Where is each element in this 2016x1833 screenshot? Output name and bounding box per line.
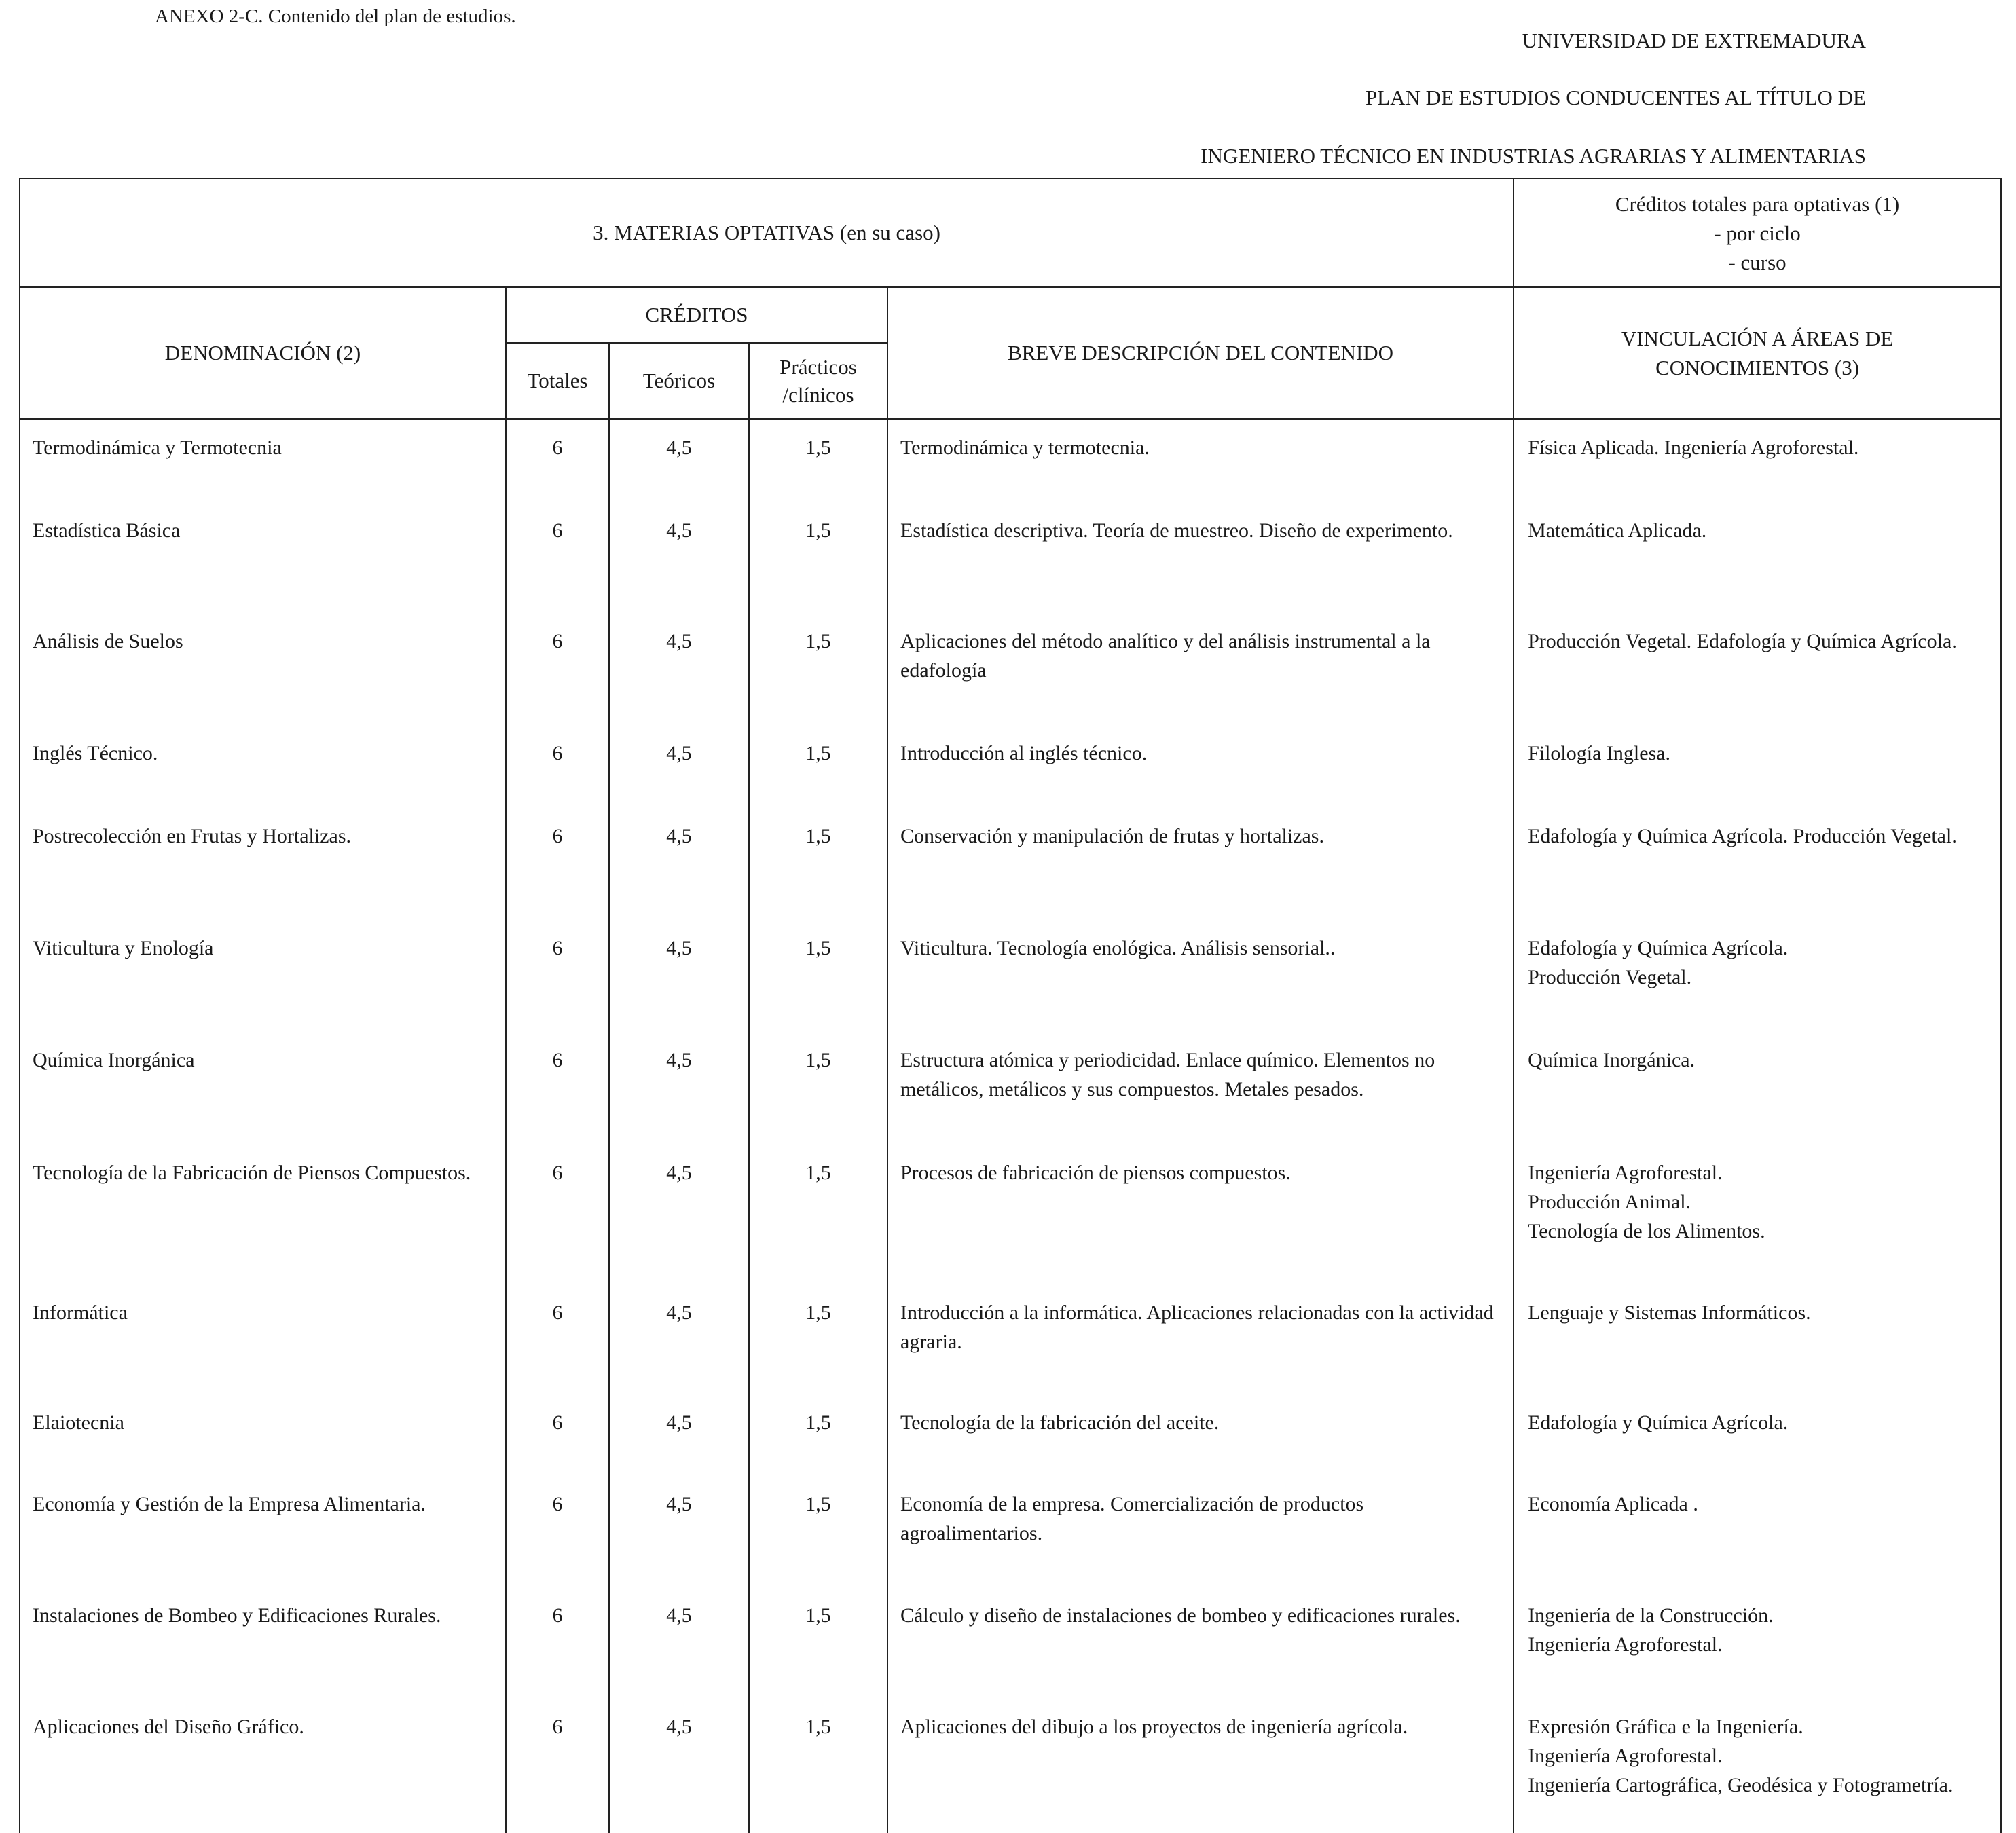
table-row	[20, 1476, 2001, 1587]
total-credits-line: Créditos totales para optativas (1)	[1615, 191, 1900, 216]
knowledge-areas	[1514, 1394, 2001, 1476]
table-row	[20, 419, 2001, 502]
knowledge-areas	[1514, 725, 2001, 808]
col-practicos-line: Prácticos	[780, 355, 857, 379]
knowledge-area-line: Edafología y Química Agrícola.	[1528, 937, 1789, 959]
credits-teoricos: 4,5	[609, 1032, 749, 1145]
total-credits-line: - por ciclo	[1714, 221, 1801, 245]
knowledge-area-line: Producción Animal.	[1528, 1191, 1691, 1213]
plan-title: PLAN DE ESTUDIOS CONDUCENTES AL TÍTULO DE	[1365, 86, 1866, 109]
knowledge-areas	[1514, 808, 2001, 920]
subject-name: Estadística Básica	[20, 502, 506, 613]
knowledge-areas	[1514, 1145, 2001, 1284]
knowledge-area-line: Ingeniería Agroforestal.	[1528, 1162, 1723, 1184]
subject-name: Economía y Gestión de la Empresa Alimentaria.	[20, 1476, 506, 1587]
subject-name: Viticultura y Enología	[20, 920, 506, 1032]
table-row	[20, 613, 2001, 725]
credits-totales: 6	[506, 1145, 609, 1284]
subject-description: Conservación y manipulación de frutas y hortalizas.	[887, 808, 1514, 920]
credits-totales: 6	[506, 920, 609, 1032]
credits-practicos: 1,5	[749, 920, 887, 1032]
subject-description: Introducción al inglés técnico.	[887, 725, 1514, 808]
knowledge-areas	[1514, 1476, 2001, 1587]
credits-practicos: 1,5	[749, 502, 887, 613]
table-row	[20, 1699, 2001, 1833]
credits-practicos: 1,5	[749, 1145, 887, 1284]
credits-teoricos: 4,5	[609, 419, 749, 502]
knowledge-area-line: Ingeniería Agroforestal.	[1528, 1745, 1723, 1767]
subject-name: Análisis de Suelos	[20, 613, 506, 725]
knowledge-area-line: Producción Vegetal. Edafología y Química Agrícola.	[1528, 630, 1957, 652]
credits-practicos: 1,5	[749, 1587, 887, 1699]
credits-practicos: 1,5	[749, 419, 887, 502]
credits-totales: 6	[506, 1476, 609, 1587]
credits-teoricos: 4,5	[609, 1476, 749, 1587]
degree-title: INGENIERO TÉCNICO EN INDUSTRIAS AGRARIAS Y ALIMENTARIAS	[1201, 144, 1866, 168]
credits-teoricos: 4,5	[609, 502, 749, 613]
credits-practicos: 1,5	[749, 613, 887, 725]
knowledge-areas	[1514, 1699, 2001, 1833]
col-totales: Totales	[506, 343, 609, 419]
subject-description: Estructura atómica y periodicidad. Enlace químico. Elementos no metálicos, metálicos y sus compuestos. Metales pesados.	[887, 1032, 1514, 1145]
credits-totales: 6	[506, 808, 609, 920]
subject-name: Química Inorgánica	[20, 1032, 506, 1145]
subject-description: Termodinámica y termotecnia.	[887, 419, 1514, 502]
credits-totales: 6	[506, 613, 609, 725]
credits-practicos: 1,5	[749, 1699, 887, 1833]
credits-teoricos: 4,5	[609, 725, 749, 808]
table-row	[20, 1145, 2001, 1284]
col-vinculacion	[1514, 287, 2001, 419]
knowledge-areas	[1514, 1032, 2001, 1145]
subject-name: Elaiotecnia	[20, 1394, 506, 1476]
knowledge-areas	[1514, 1284, 2001, 1394]
university-name: UNIVERSIDAD DE EXTREMADURA	[1522, 29, 1866, 52]
credits-teoricos: 4,5	[609, 1587, 749, 1699]
subject-description: Procesos de fabricación de piensos compuestos.	[887, 1145, 1514, 1284]
table-row	[20, 808, 2001, 920]
col-descripcion: BREVE DESCRIPCIÓN DEL CONTENIDO	[887, 287, 1514, 419]
credits-totales: 6	[506, 419, 609, 502]
col-denominacion: DENOMINACIÓN (2)	[20, 287, 506, 419]
knowledge-area-line: Edafología y Química Agrícola.	[1528, 1411, 1789, 1434]
table-row	[20, 1032, 2001, 1145]
credits-totales: 6	[506, 725, 609, 808]
knowledge-area-line: Filología Inglesa.	[1528, 742, 1671, 764]
knowledge-area-line: Física Aplicada. Ingeniería Agroforestal.	[1528, 437, 1859, 459]
subject-description: Cálculo y diseño de instalaciones de bombeo y edificaciones rurales.	[887, 1587, 1514, 1699]
col-practicos	[749, 343, 887, 419]
credits-teoricos: 4,5	[609, 808, 749, 920]
subject-description: Introducción a la informática. Aplicaciones relacionadas con la actividad agraria.	[887, 1284, 1514, 1394]
optativas-table	[19, 178, 2002, 1833]
subject-description: Tecnología de la fabricación del aceite.	[887, 1394, 1514, 1476]
credits-totales: 6	[506, 1394, 609, 1476]
credits-practicos: 1,5	[749, 808, 887, 920]
subject-rows	[20, 419, 2001, 1833]
section-title: 3. MATERIAS OPTATIVAS (en su caso)	[20, 179, 1514, 287]
credits-teoricos: 4,5	[609, 1394, 749, 1476]
credits-teoricos: 4,5	[609, 1145, 749, 1284]
knowledge-area-line: Química Inorgánica.	[1528, 1049, 1696, 1071]
col-creditos: CRÉDITOS	[506, 287, 887, 343]
credits-practicos: 1,5	[749, 725, 887, 808]
subject-name: Tecnología de la Fabricación de Piensos Compuestos.	[20, 1145, 506, 1284]
credits-teoricos: 4,5	[609, 613, 749, 725]
subject-description: Viticultura. Tecnología enológica. Análisis sensorial..	[887, 920, 1514, 1032]
credits-totales: 6	[506, 1284, 609, 1394]
annex-caption: ANEXO 2-C. Contenido del plan de estudios.	[155, 5, 516, 27]
subject-name: Aplicaciones del Diseño Gráfico.	[20, 1699, 506, 1833]
knowledge-areas	[1514, 502, 2001, 613]
subject-name: Instalaciones de Bombeo y Edificaciones Rurales.	[20, 1587, 506, 1699]
table-row	[20, 1587, 2001, 1699]
credits-totales: 6	[506, 1587, 609, 1699]
subject-description: Estadística descriptiva. Teoría de muestreo. Diseño de experimento.	[887, 502, 1514, 613]
credits-teoricos: 4,5	[609, 1284, 749, 1394]
knowledge-areas	[1514, 613, 2001, 725]
table-row	[20, 1284, 2001, 1394]
table-row	[20, 1394, 2001, 1476]
knowledge-area-line: Ingeniería Cartográfica, Geodésica y Fotogrametría.	[1528, 1774, 1954, 1796]
knowledge-areas	[1514, 419, 2001, 502]
knowledge-area-line: Edafología y Química Agrícola. Producción Vegetal.	[1528, 825, 1957, 847]
subject-description: Economía de la empresa. Comercialización de productos agroalimentarios.	[887, 1476, 1514, 1587]
knowledge-area-line: Expresión Gráfica e la Ingeniería.	[1528, 1716, 1803, 1738]
knowledge-area-line: Ingeniería Agroforestal.	[1528, 1633, 1723, 1656]
knowledge-areas	[1514, 920, 2001, 1032]
credits-totales: 6	[506, 502, 609, 613]
total-credits-line: - curso	[1728, 250, 1786, 274]
knowledge-area-line: Matemática Aplicada.	[1528, 519, 1707, 542]
credits-teoricos: 4,5	[609, 920, 749, 1032]
table-row	[20, 920, 2001, 1032]
col-vinculacion-line: VINCULACIÓN A ÁREAS DE	[1621, 327, 1894, 350]
subject-name: Postrecolección en Frutas y Hortalizas.	[20, 808, 506, 920]
total-credits-cell	[1514, 179, 2001, 287]
table-row	[20, 725, 2001, 808]
credits-totales: 6	[506, 1699, 609, 1833]
knowledge-area-line: Economía Aplicada .	[1528, 1493, 1698, 1515]
subject-description: Aplicaciones del dibujo a los proyectos de ingeniería agrícola.	[887, 1699, 1514, 1833]
subject-name: Inglés Técnico.	[20, 725, 506, 808]
col-practicos-line: /clínicos	[782, 383, 854, 407]
knowledge-area-line: Tecnología de los Alimentos.	[1528, 1220, 1765, 1242]
col-teoricos: Teóricos	[609, 343, 749, 419]
col-vinculacion-line: CONOCIMIENTOS (3)	[1655, 356, 1860, 379]
credits-practicos: 1,5	[749, 1476, 887, 1587]
knowledge-areas	[1514, 1587, 2001, 1699]
knowledge-area-line: Lenguaje y Sistemas Informáticos.	[1528, 1301, 1811, 1324]
credits-teoricos: 4,5	[609, 1699, 749, 1833]
credits-practicos: 1,5	[749, 1032, 887, 1145]
credits-practicos: 1,5	[749, 1394, 887, 1476]
subject-name: Termodinámica y Termotecnia	[20, 419, 506, 502]
subject-name: Informática	[20, 1284, 506, 1394]
knowledge-area-line: Ingeniería de la Construcción.	[1528, 1604, 1774, 1627]
knowledge-area-line: Producción Vegetal.	[1528, 966, 1692, 988]
table-row	[20, 502, 2001, 613]
credits-totales: 6	[506, 1032, 609, 1145]
subject-description: Aplicaciones del método analítico y del análisis instrumental a la edafología	[887, 613, 1514, 725]
credits-practicos: 1,5	[749, 1284, 887, 1394]
